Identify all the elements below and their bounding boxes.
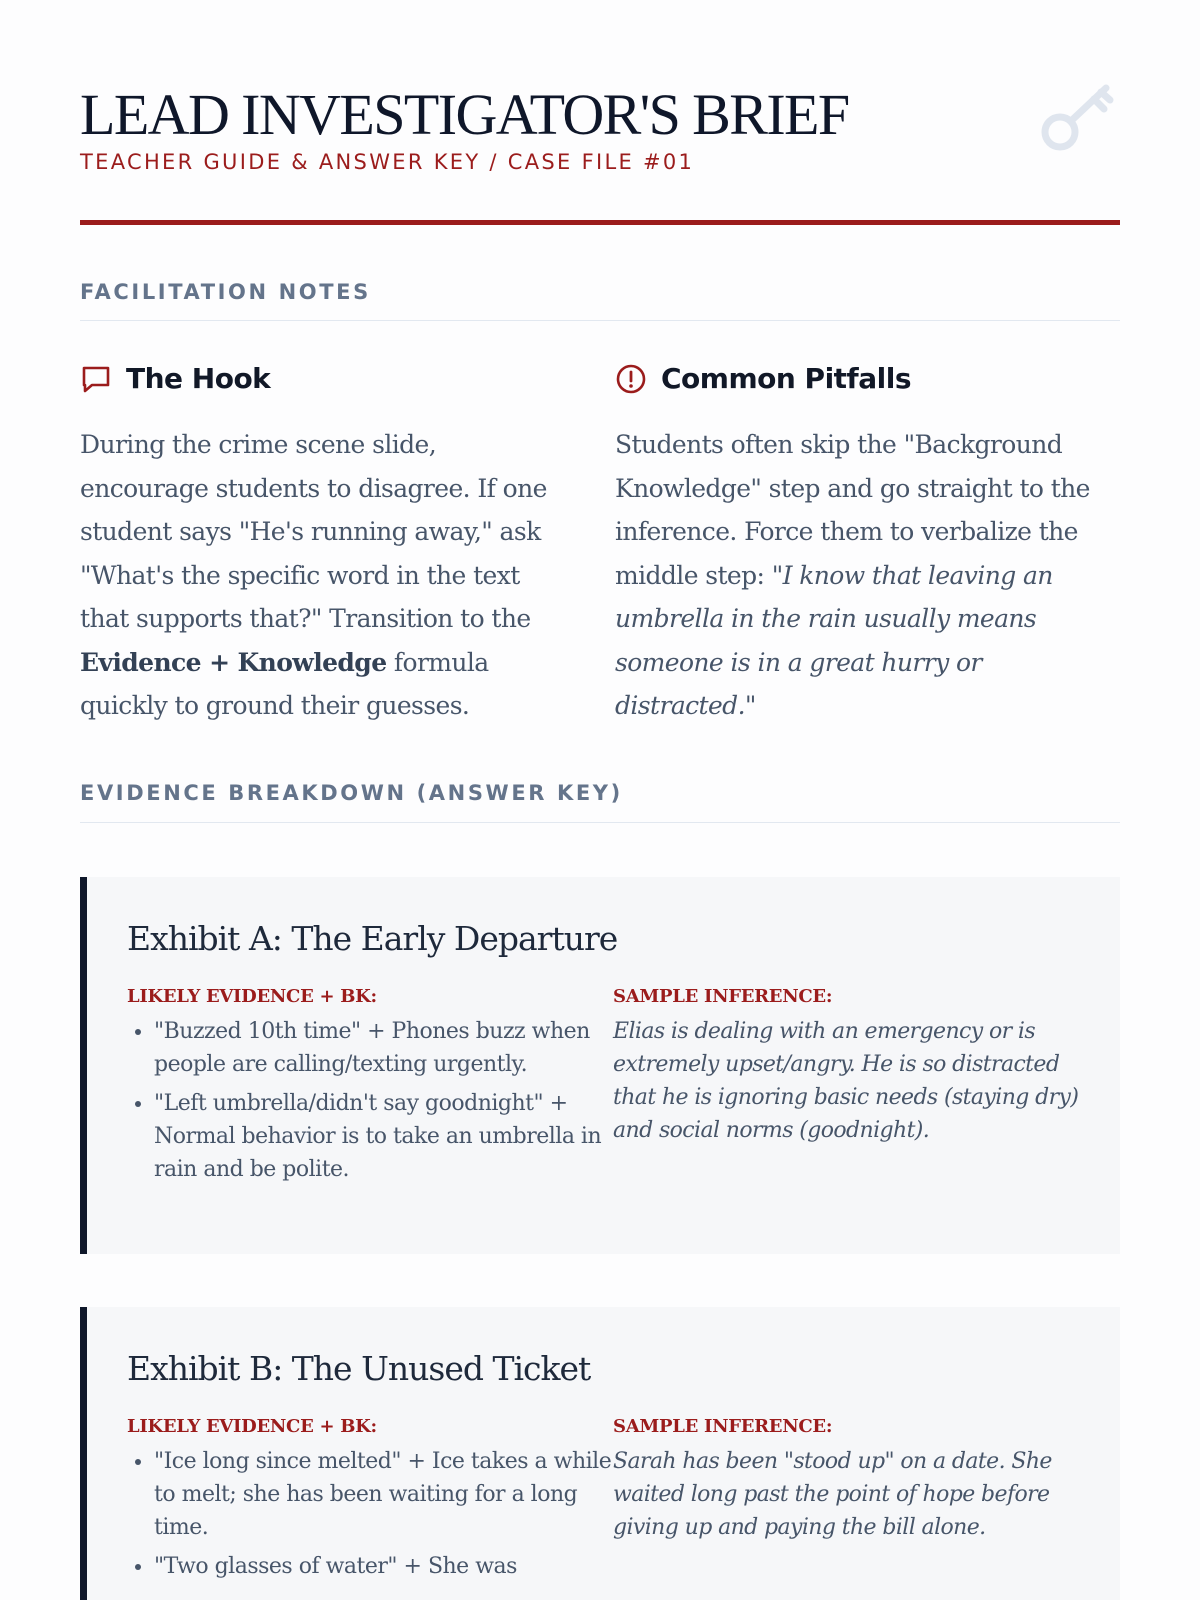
hook-text-bold: Evidence + Knowledge (80, 647, 387, 677)
sample-inference: Sarah has been "stood up" on a date. She waited long past the point of hope before giving up and paying the bill alone. (613, 1449, 1052, 1540)
evidence-label: LIKELY EVIDENCE + BK: (127, 986, 377, 1007)
speech-bubble-icon (80, 363, 112, 395)
hook-header (80, 362, 270, 395)
exhibit-title: Exhibit B: The Unused Ticket (127, 1349, 591, 1388)
exhibit-card (80, 877, 1120, 1254)
sample-inference: Elias is dealing with an emergency or is extremely upset/angry. He is so distracted that he is ignoring basic needs (staying dry) and social norms (goodnight). (613, 1019, 1079, 1143)
pitfalls-header (615, 362, 911, 395)
page-title: LEAD INVESTIGATOR'S BRIEF (80, 82, 849, 147)
pitfalls-text-part: Students often skip the "Background Knowledge" step and go straight to the inference. Force them to verbalize the middle step: (615, 430, 1090, 590)
hook-title: The Hook (126, 362, 271, 395)
header-divider (80, 220, 1120, 225)
facilitation-notes-heading: FACILITATION NOTES (80, 280, 371, 304)
hook-text-part: During the crime scene slide, encourage students to disagree. If one student says "He's running away," ask "What's the specific word in the text that supports that?" Transition to the (80, 430, 547, 633)
section-divider (80, 822, 1120, 823)
pitfalls-text (615, 423, 1105, 728)
pitfalls-text-italic: "I know that leaving an umbrella in the rain usually means someone is in a great hurry or distracted." (615, 560, 1053, 720)
key-icon (1038, 80, 1120, 156)
evidence-item: • "Ice long since melted" + Ice takes a while to melt; she has been waiting for a long time. (154, 1445, 624, 1544)
evidence-item: • "Buzzed 10th time" + Phones buzz when people are calling/texting urgently. (154, 1015, 624, 1081)
evidence-list (127, 1015, 624, 1192)
evidence-item: • "Two glasses of water" + She was (154, 1550, 624, 1583)
section-divider (80, 320, 1120, 321)
inference-label: SAMPLE INFERENCE: (613, 986, 833, 1007)
evidence-label: LIKELY EVIDENCE + BK: (127, 1416, 377, 1437)
page-subtitle: TEACHER GUIDE & ANSWER KEY / CASE FILE #01 (80, 150, 695, 174)
hook-text-part: formula quickly to ground their guesses. (80, 647, 489, 720)
evidence-item: • "Left umbrella/didn't say goodnight" + Normal behavior is to take an umbrella in rain and be polite. (154, 1087, 624, 1186)
alert-circle-icon (615, 363, 647, 395)
pitfalls-title: Common Pitfalls (661, 362, 911, 395)
hook-text (80, 423, 570, 728)
evidence-breakdown-heading: EVIDENCE BREAKDOWN (ANSWER KEY) (80, 781, 623, 805)
inference-label: SAMPLE INFERENCE: (613, 1416, 833, 1437)
exhibit-title: Exhibit A: The Early Departure (127, 919, 618, 958)
evidence-list (127, 1445, 624, 1589)
exhibit-card (80, 1307, 1120, 1600)
